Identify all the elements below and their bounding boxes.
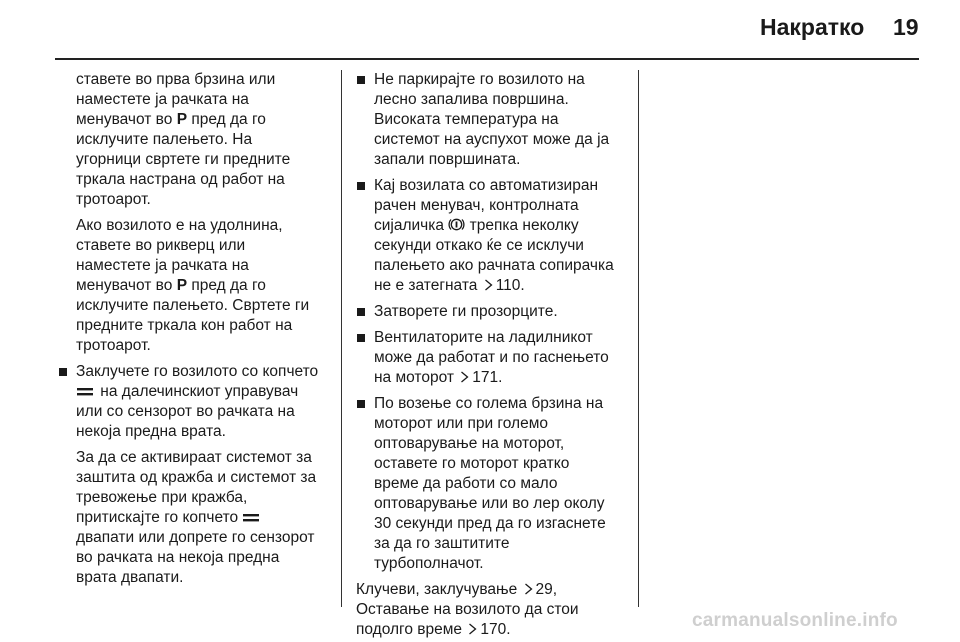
column-divider-right (638, 70, 639, 607)
page-reference-arrow-icon (460, 371, 469, 383)
page-reference-arrow-icon (484, 279, 493, 291)
left-column (58, 70, 336, 594)
watermark: carmanualsonline.info (692, 610, 898, 631)
cross-reference: Клучеви, заклучување 29, Оставање на возилото да стои подолго време 170. (356, 581, 579, 638)
page-reference[interactable]: 110. (495, 277, 525, 294)
header-divider (55, 58, 919, 60)
page-title: Накратко (760, 14, 865, 40)
page-reference[interactable]: 171. (472, 369, 503, 386)
page-number: 19 (893, 14, 919, 40)
lock-key-icon (76, 387, 94, 397)
bullet-item: Вентилаторите на ладилникот може да работат и по гаснењето на моторот 171. (356, 328, 632, 388)
paragraph: ставете во прва брзина или наместете ја рачката на менувачот во P пред да го исклучите палењето. На угорници свртете ги предните тркала настрана од работ на тротоарот. (76, 71, 291, 208)
paragraph: Ако возилото е на удолнина, ставете во рикверц или наместете ја рачката на менувачот во P пред да го исклучите палењето. Свртете ги предните тркала кон работ на тротоарот. (76, 217, 310, 354)
automated-transmission-warning-icon (448, 216, 465, 233)
bullet-item: Не паркирајте го возилото на лесно запалива површина. Високата температура на системот на ауспухот може да ја запали површината. (356, 70, 632, 170)
page-reference[interactable]: 29, (535, 581, 558, 598)
column-divider-left (341, 70, 342, 607)
bullet-item: По возење со голема брзина на моторот или при големо оптоварување на моторот, оставете го моторот кратко време да работи со мало оптоварување или во лер околу 30 секунди пред да го изгаснете за да го заштитите турбополначот. (356, 394, 632, 574)
paragraph: За да се активираат системот за заштита од кражба и системот за тревожење при кражба, притискајте го копчето двапати или допрете го сензорот во рачката на некоја предна врата двапати. (76, 449, 317, 586)
bullet-item: Затворете ги прозорците. (356, 302, 632, 322)
lock-key-icon (242, 513, 260, 523)
page-reference-arrow-icon (524, 583, 533, 595)
bullet-item: Заклучете го возилото со копчето на далечинскиот управувач или со сензорот во рачката на некоја предна врата. (58, 362, 336, 442)
page-reference[interactable]: 170. (480, 621, 511, 638)
page-reference-arrow-icon (468, 623, 477, 635)
bullet-item: Кај возилата со автоматизиран рачен менувач, контролната сијаличка трепка неколку секунди откако ќе се исклучи палењето ако рачната сопирачка не е затегната 110. (356, 176, 632, 296)
right-column (356, 70, 632, 640)
